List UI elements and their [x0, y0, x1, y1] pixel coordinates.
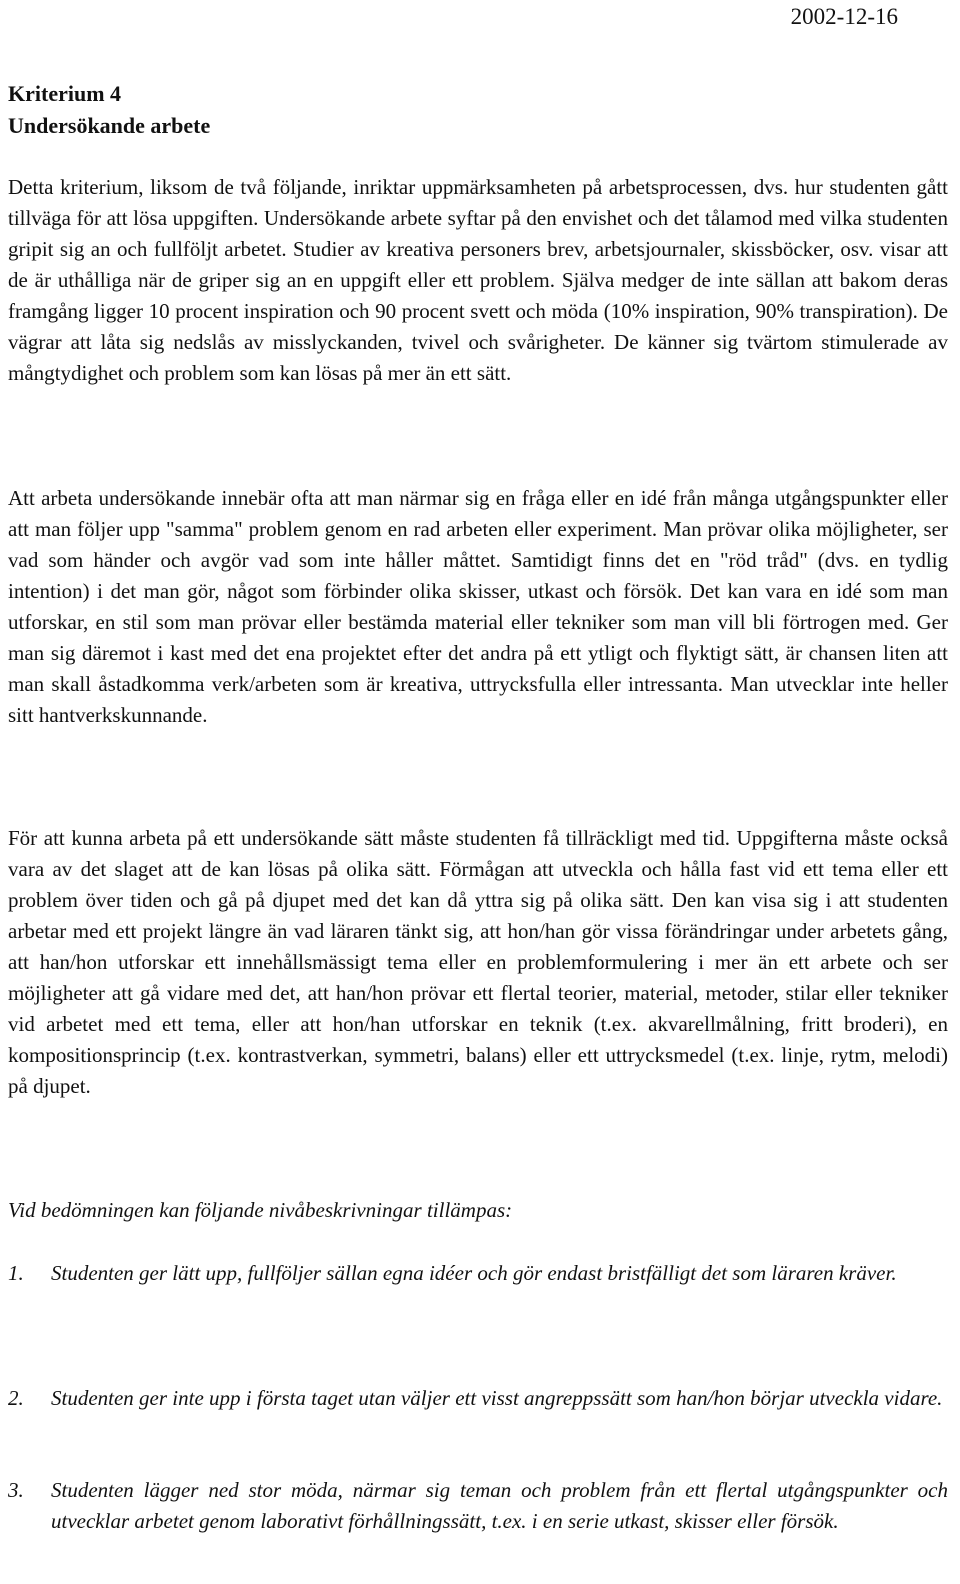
section-heading	[8, 78, 210, 142]
level-text: Studenten ger inte upp i första taget utan väljer ett visst angreppssätt som han/hon börjar utveckla vidare.	[51, 1386, 943, 1410]
criterion-title: Kriterium 4	[8, 81, 122, 106]
level-text: Studenten lägger ned stor möda, närmar sig teman och problem från ett flertal utgångspunkter och utvecklar arbetet genom laborativt förhållningssätt, t.ex. i en serie utkast, skisser eller försök.	[51, 1478, 948, 1533]
level-item-2	[8, 1383, 948, 1414]
level-number: 2.	[8, 1386, 24, 1410]
criterion-subtitle: Undersökande arbete	[8, 113, 211, 138]
level-number: 1.	[8, 1261, 24, 1285]
levels-intro: Vid bedömningen kan följande nivåbeskrivningar tillämpas:	[8, 1198, 513, 1222]
level-item-1	[8, 1258, 948, 1289]
level-item-3	[8, 1475, 948, 1537]
paragraph-2: Att arbeta undersökande innebär ofta att man närmar sig en fråga eller en idé från många utgångspunkter eller att man följer upp "samma" problem genom en rad arbeten eller experiment. Man prövar olika möjligheter, ser vad som händer och avgör vad som inte håller måttet. Samtidigt finns det en "röd tråd" (dvs. en tydlig intention) i det man gör, något som förbinder olika skisser, utkast och försök. Det kan vara en idé som man utforskar, en stil som man prövar eller bestämda material eller tekniker som man vill bli förtrogen med. Ger man sig däremot i kast med det ena projektet efter det andra på ett ytligt och flyktigt sätt, är chansen liten att man skall åstadkomma verk/arbeten som är kreativa, uttrycksfulla eller intressanta. Man utvecklar inte heller sitt hantverkskunnande.	[8, 486, 948, 727]
level-text: Studenten ger lätt upp, fullföljer sällan egna idéer och gör endast bristfälligt det som läraren kräver.	[51, 1261, 897, 1285]
paragraph-1: Detta kriterium, liksom de två följande, inriktar uppmärksamheten på arbetsprocessen, dvs. hur studenten gått tillväga för att lösa uppgiften. Undersökande arbete syftar på den envishet och det tålamod med vilka studenten gripit sig an och fullföljt arbetet. Studier av kreativa personers brev, arbetsjournaler, skissböcker, osv. visar att de är uthålliga när de griper sig an en uppgift eller ett problem. Själva medger de inte sällan att bakom deras framgång ligger 10 procent inspiration och 90 procent svett och möda (10% inspiration, 90% transpiration). De vägrar att låta sig nedslås av misslyckanden, tvivel och svårigheter. De känner sig tvärtom stimulerade av mångtydighet och problem som kan lösas på mer än ett sätt.	[8, 175, 948, 385]
document-page	[8, 0, 948, 1584]
paragraph-3: För att kunna arbeta på ett undersökande sätt måste studenten få tillräckligt med tid. Uppgifterna måste också vara av det slaget att de kan lösas på olika sätt. Förmågan att utveckla och hålla fast vid ett tema eller ett problem över tiden och gå på djupet med det kan då yttra sig på olika sätt. Den kan visa sig i att studenten arbetar med ett projekt längre än vad läraren tänkt sig, att hon/han gör vissa förändringar under arbetets gång, att han/hon utforskar ett innehållsmässigt tema eller en problemformulering i mer än ett arbete och ser möjligheter att gå vidare med det, att han/hon prövar ett flertal teorier, material, metoder, stilar eller tekniker vid arbetet med ett tema, eller att hon/han utforskar en teknik (t.ex. akvarellmålning, fritt broderi), en kompositionsprincip (t.ex. kontrastverkan, symmetri, balans) eller ett uttrycksmedel (t.ex. linje, rytm, melodi) på djupet.	[8, 826, 948, 1098]
level-number: 3.	[8, 1478, 24, 1502]
document-date: 2002-12-16	[790, 4, 898, 29]
